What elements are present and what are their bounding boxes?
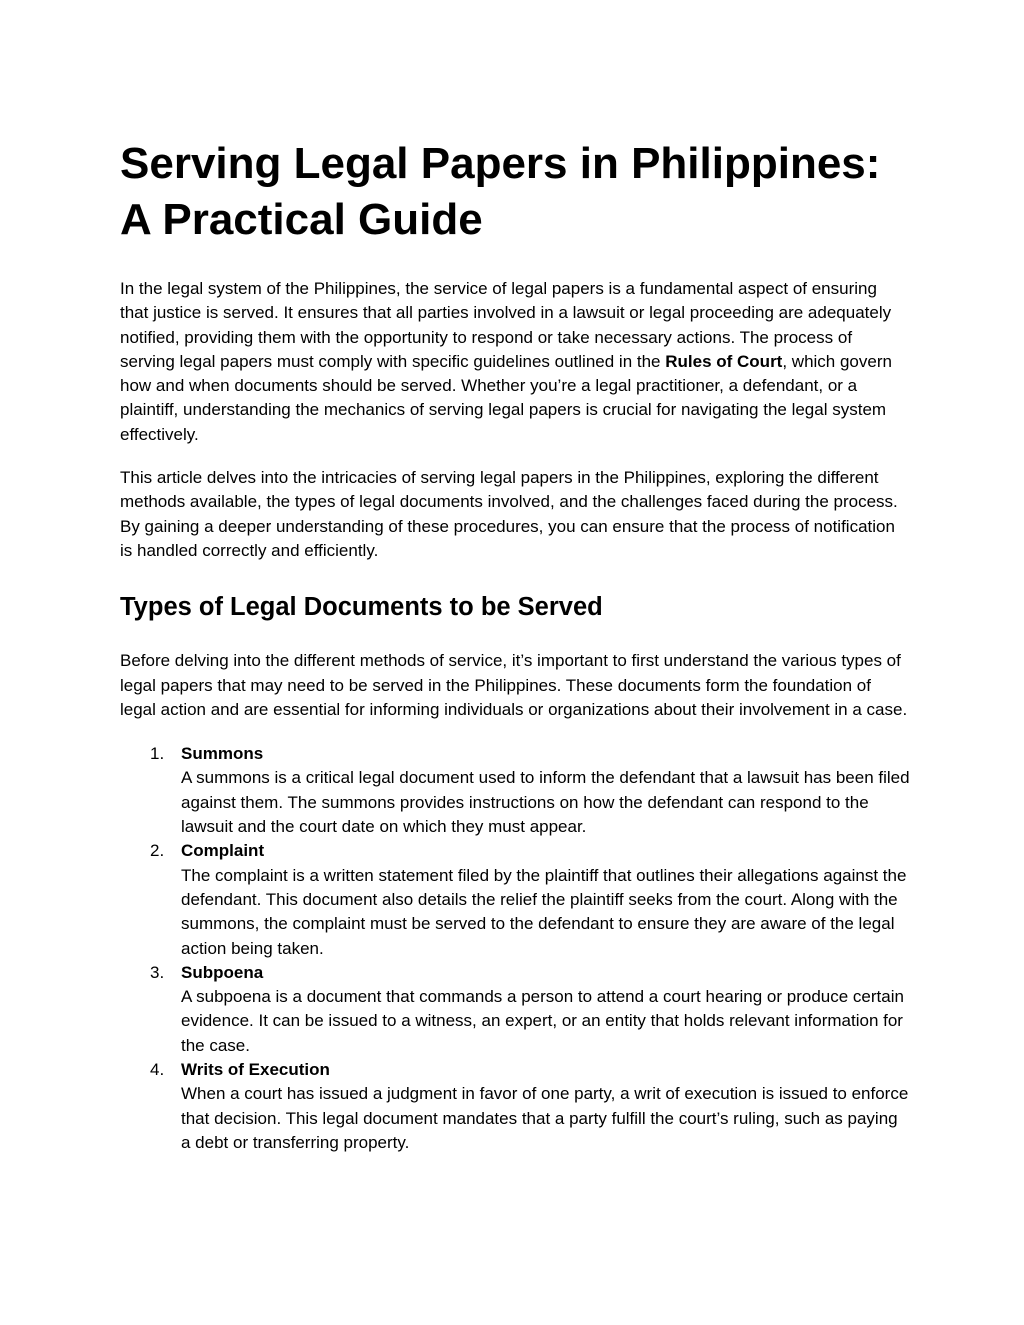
list-item-number: 1. [150, 744, 165, 764]
list-item [120, 839, 910, 960]
list-item-title: Writs of Execution [181, 1060, 330, 1080]
list-item-title: Complaint [181, 841, 265, 861]
rules-of-court-bold: Rules of Court [665, 351, 783, 371]
list-item [120, 961, 910, 1058]
list-item-number: 3. [150, 962, 165, 982]
article-overview-paragraph: This article delves into the intricacies of serving legal papers in the Philippines, exploring the different methods available, the types of legal documents involved, and the challenges faced during the process. By gaining a deeper understanding of these procedures, you can ensure that the process of notification is handled correctly and efficiently. [120, 468, 898, 560]
list-item-number: 4. [150, 1060, 165, 1080]
intro-paragraph [120, 277, 910, 447]
list-item [120, 1058, 910, 1155]
list-item-description: A summons is a critical legal document used to inform the defendant that a lawsuit has been filed against them. The summons provides instructions on how the defendant can respond to the lawsuit and the court date on which they must appear. [181, 768, 910, 837]
section-heading: Types of Legal Documents to be Served [120, 593, 603, 622]
document-title [120, 136, 910, 248]
list-item-title: Subpoena [181, 962, 264, 982]
list-item-title: Summons [181, 744, 264, 764]
list-item-number: 2. [150, 841, 165, 861]
intro-text-start: In the legal system of the Philippines, the service of legal papers is a fundamental aspect of ensuring that justice is served. It ensures that all parties involved in a lawsuit or legal proceeding are adequately notified, providing them with the opportunity to respond or take necessary actions. The process of serving legal papers must comply with specific guidelines outlined in the [120, 279, 892, 371]
list-item [120, 742, 910, 839]
document-page [120, 136, 910, 1155]
list-item-description: A subpoena is a document that commands a person to attend a court hearing or produce certain evidence. It can be issued to a witness, an expert, or an entity that holds relevant information for the case. [181, 987, 904, 1055]
section-intro-paragraph: Before delving into the different methods of service, it’s important to first understand the various types of legal papers that may need to be served in the Philippines. These documents form the foundation of legal action and are essential for informing individuals or organizations about their involvement in a case. [120, 651, 908, 719]
document-types-list [120, 742, 910, 1155]
title-line-1: Serving Legal Papers in Philippines: [120, 139, 881, 188]
intro-text-end: , which govern how and when documents should be served. Whether you’re a legal practitioner, a defendant, or a plaintiff, understanding the mechanics of serving legal papers is crucial for navigating the legal system effectively. [120, 351, 892, 444]
list-item-description: The complaint is a written statement filed by the plaintiff that outlines their allegations against the defendant. This document also details the relief the plaintiff seeks from the court. Along with the summons, the complaint must be served to the defendant to ensure they are aware of the legal action being taken. [181, 865, 907, 958]
title-line-2: A Practical Guide [120, 195, 483, 244]
list-item-description: When a court has issued a judgment in favor of one party, a writ of execution is issued to enforce that decision. This legal document mandates that a party fulfill the court’s ruling, such as paying a debt or transferring property. [181, 1084, 909, 1152]
